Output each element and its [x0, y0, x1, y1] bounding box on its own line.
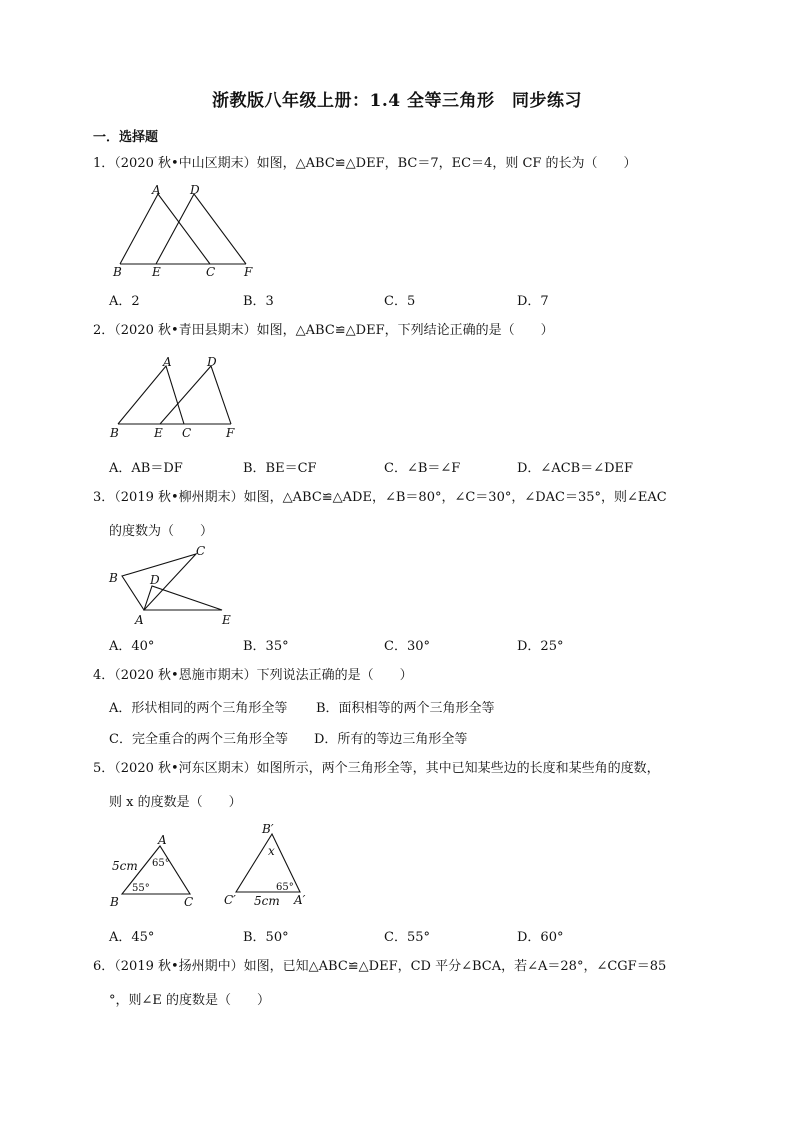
- label-b-prime: B′: [262, 822, 274, 836]
- page-title: 浙教版八年级上册：1.4 全等三角形 同步练习: [212, 91, 582, 111]
- triangle-def: [160, 366, 231, 424]
- section-heading: 一．选择题: [93, 130, 159, 145]
- q4-option-c[interactable]: C．完全重合的两个三角形全等: [109, 732, 288, 747]
- question-1-figure: [110, 184, 270, 279]
- label-a: A: [135, 613, 144, 627]
- label-b: B: [113, 265, 122, 279]
- label-c: C: [206, 265, 216, 279]
- side-label: 5cm: [112, 859, 138, 873]
- question-1-text: 1．（2020 秋•中山区期末）如图，△ABC≌△DEF，BC＝7，EC＝4，则 CF 的长为（ ）: [93, 156, 637, 171]
- label-c-prime: C′: [224, 893, 236, 907]
- label-c: C: [182, 426, 192, 440]
- q2-option-a[interactable]: A．AB＝DF: [109, 461, 183, 476]
- question-3-figure: [106, 540, 246, 630]
- label-e: E: [222, 613, 231, 627]
- label-c: C: [184, 895, 194, 909]
- question-4-text: 4．（2020 秋•恩施市期末）下列说法正确的是（ ）: [93, 668, 413, 683]
- q2-option-c[interactable]: C．∠B＝∠F: [384, 461, 461, 476]
- triangle-abc: [118, 366, 184, 424]
- question-5-text-cont: 则 x 的度数是（ ）: [109, 795, 242, 810]
- angle-label-55: 55°: [132, 883, 150, 894]
- q1-option-d[interactable]: D．7: [517, 294, 549, 309]
- q5-option-c[interactable]: C．55°: [384, 930, 430, 945]
- angle-label-65: 65°: [152, 858, 170, 869]
- question-6-text: 6．（2019 秋•扬州期中）如图，已知△ABC≌△DEF，CD 平分∠BCA，若∠A＝28°，∠CGF＝85: [93, 959, 667, 974]
- triangle-def: [156, 194, 246, 264]
- question-5-text: 5．（2020 秋•河东区期末）如图所示，两个三角形全等，其中已知某些边的长度和某些角的度数，: [93, 761, 660, 776]
- label-c: C: [196, 544, 206, 558]
- label-e: E: [152, 265, 161, 279]
- question-3-text: 3．（2019 秋•柳州期末）如图，△ABC≌△ADE，∠B＝80°，∠C＝30°，∠DAC＝35°，则∠EAC: [93, 490, 667, 505]
- q3-option-a[interactable]: A．40°: [109, 639, 155, 654]
- q3-option-d[interactable]: D．25°: [517, 639, 564, 654]
- question-3-text-cont: 的度数为（ ）: [109, 524, 214, 539]
- angle-label-x: x: [268, 844, 275, 858]
- triangle-abc: [120, 194, 210, 264]
- label-f: F: [226, 426, 235, 440]
- label-d: D: [190, 183, 200, 197]
- label-d: D: [207, 355, 217, 369]
- question-6-text-cont: °，则∠E 的度数是（ ）: [109, 993, 271, 1008]
- q4-option-b[interactable]: B．面积相等的两个三角形全等: [316, 701, 495, 716]
- q2-option-b[interactable]: B．BE＝CF: [243, 461, 317, 476]
- q1-option-a[interactable]: A．2: [109, 294, 140, 309]
- label-a: A: [163, 355, 172, 369]
- question-5-figure-left: [108, 832, 208, 912]
- label-f: F: [244, 265, 253, 279]
- q5-option-d[interactable]: D．60°: [517, 930, 564, 945]
- q1-option-b[interactable]: B．3: [243, 294, 274, 309]
- q4-option-d[interactable]: D．所有的等边三角形全等: [314, 732, 468, 747]
- q5-option-a[interactable]: A．45°: [109, 930, 155, 945]
- question-2-text: 2．（2020 秋•青田县期末）如图，△ABC≌△DEF，下列结论正确的是（ ）: [93, 323, 554, 338]
- q5-option-b[interactable]: B．50°: [243, 930, 289, 945]
- label-b: B: [110, 426, 119, 440]
- label-a: A: [152, 183, 161, 197]
- label-a-prime: A′: [294, 893, 306, 907]
- question-5-figure-right: [224, 822, 324, 910]
- q2-option-d[interactable]: D．∠ACB＝∠DEF: [517, 461, 634, 476]
- label-b: B: [109, 571, 118, 585]
- label-e: E: [154, 426, 163, 440]
- side-label: 5cm: [254, 894, 280, 908]
- question-2-figure: [108, 352, 248, 447]
- label-a: A: [158, 833, 167, 847]
- label-d: D: [150, 573, 160, 587]
- angle-label-65: 65°: [276, 882, 294, 893]
- q1-option-c[interactable]: C．5: [384, 294, 416, 309]
- q3-option-c[interactable]: C．30°: [384, 639, 430, 654]
- label-b: B: [110, 895, 119, 909]
- q3-option-b[interactable]: B．35°: [243, 639, 289, 654]
- q4-option-a[interactable]: A．形状相同的两个三角形全等: [109, 701, 288, 716]
